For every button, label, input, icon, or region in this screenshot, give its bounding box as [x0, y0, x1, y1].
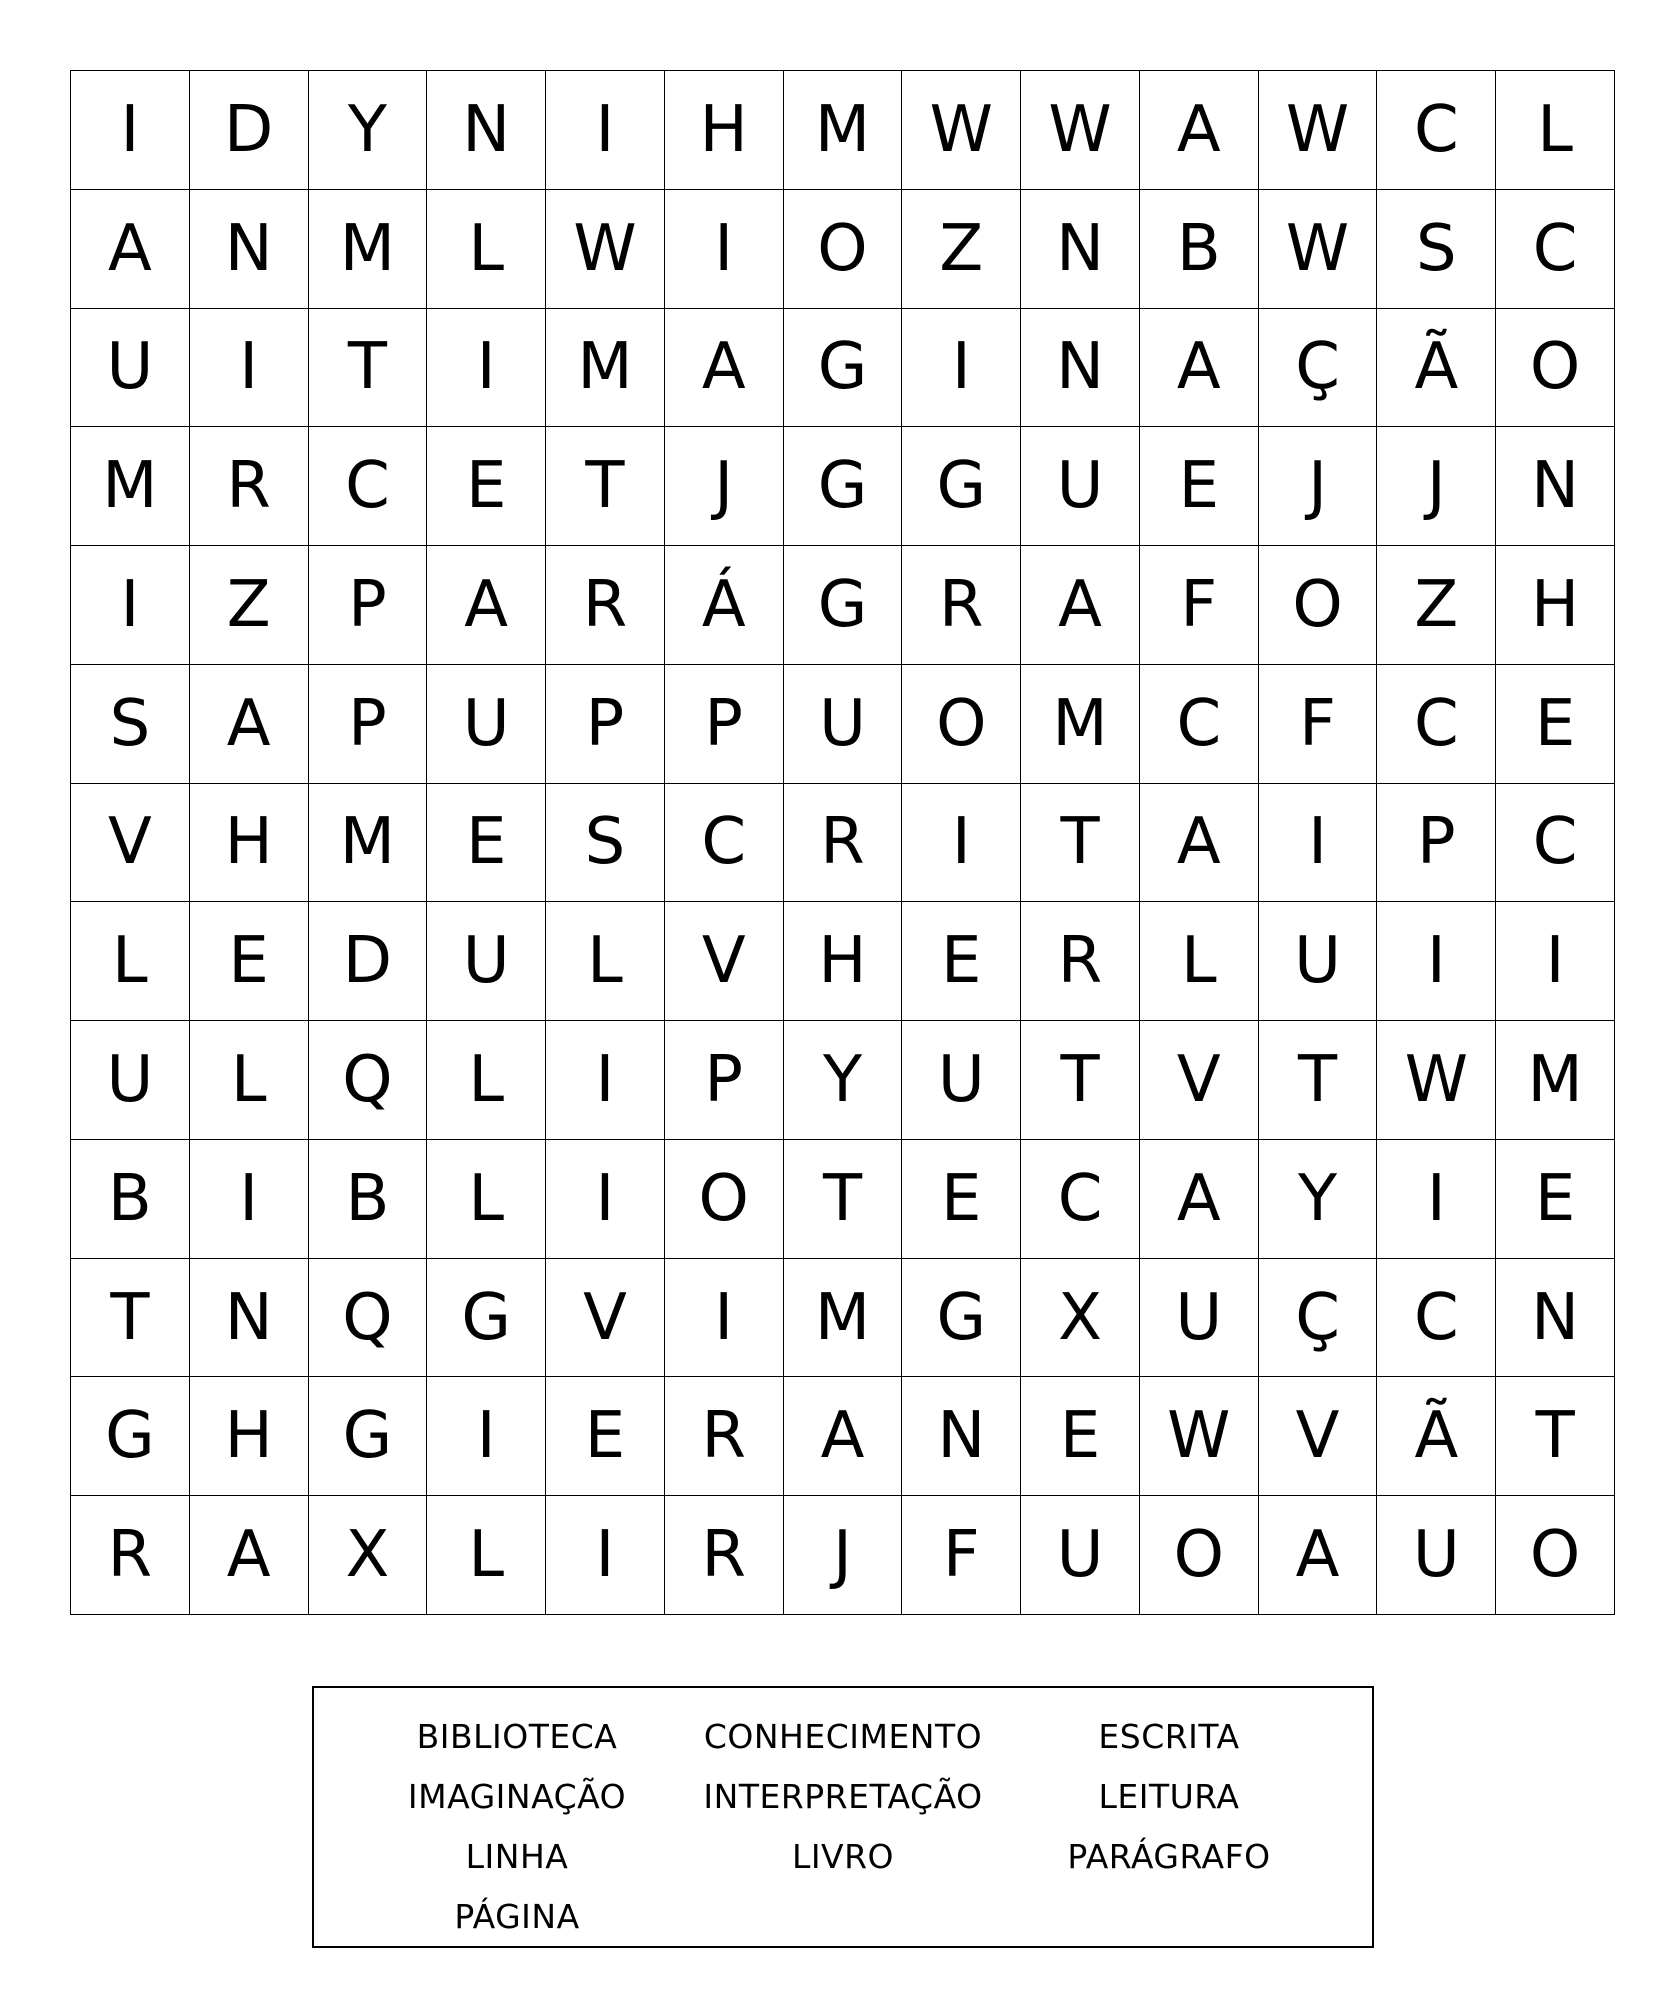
grid-cell[interactable]: I	[1377, 902, 1496, 1021]
word-list-item: BIBLIOTECA	[416, 1716, 618, 1756]
grid-cell[interactable]: L	[427, 1140, 546, 1259]
grid-cell[interactable]: T	[1021, 1021, 1140, 1140]
grid-cell[interactable]: R	[1021, 902, 1140, 1021]
grid-cell[interactable]: E	[1140, 427, 1259, 546]
grid-cell[interactable]: W	[1140, 1377, 1259, 1496]
grid-cell[interactable]: U	[1021, 1496, 1140, 1615]
word-list-item: PÁGINA	[454, 1896, 580, 1936]
word-list-item: CONHECIMENTO	[703, 1716, 983, 1756]
grid-cell[interactable]: Ã	[1377, 1377, 1496, 1496]
grid-cell[interactable]: Q	[309, 1259, 428, 1378]
grid-cell[interactable]: A	[1140, 1140, 1259, 1259]
grid-cell[interactable]: W	[546, 190, 665, 309]
grid-cell[interactable]: B	[71, 1140, 190, 1259]
grid-cell[interactable]: Q	[309, 1021, 428, 1140]
grid-cell[interactable]: U	[427, 665, 546, 784]
grid-cell[interactable]: D	[190, 71, 309, 190]
grid-cell[interactable]: I	[546, 1140, 665, 1259]
grid-cell[interactable]: I	[546, 1496, 665, 1615]
grid-cell[interactable]: A	[190, 1496, 309, 1615]
grid-cell[interactable]: M	[1496, 1021, 1615, 1140]
grid-cell[interactable]: A	[1140, 71, 1259, 190]
grid-cell[interactable]: D	[309, 902, 428, 1021]
grid-cell[interactable]: J	[784, 1496, 903, 1615]
grid-cell[interactable]: M	[71, 427, 190, 546]
grid-cell[interactable]: H	[190, 1377, 309, 1496]
grid-cell[interactable]: P	[665, 1021, 784, 1140]
grid-cell[interactable]: S	[71, 665, 190, 784]
grid-cell[interactable]: N	[1496, 427, 1615, 546]
word-list-item: ESCRITA	[1098, 1716, 1240, 1756]
grid-cell[interactable]: Ç	[1259, 309, 1378, 428]
grid-cell[interactable]: I	[427, 309, 546, 428]
grid-cell[interactable]: V	[665, 902, 784, 1021]
grid-cell[interactable]: P	[665, 665, 784, 784]
grid-cell[interactable]: C	[665, 784, 784, 903]
grid-cell[interactable]: E	[1496, 1140, 1615, 1259]
grid-cell[interactable]: U	[1377, 1496, 1496, 1615]
grid-cell[interactable]: U	[71, 309, 190, 428]
grid-cell[interactable]: M	[309, 190, 428, 309]
grid-cell[interactable]: L	[427, 1021, 546, 1140]
grid-cell[interactable]: A	[665, 309, 784, 428]
grid-cell[interactable]: V	[546, 1259, 665, 1378]
grid-cell[interactable]: E	[427, 784, 546, 903]
grid-cell[interactable]: R	[902, 546, 1021, 665]
grid-cell[interactable]: N	[427, 71, 546, 190]
grid-cell[interactable]: U	[1259, 902, 1378, 1021]
grid-cell[interactable]: P	[309, 665, 428, 784]
grid-cell[interactable]: W	[1377, 1021, 1496, 1140]
grid-cell[interactable]: Z	[902, 190, 1021, 309]
grid-cell[interactable]: I	[546, 1021, 665, 1140]
grid-cell[interactable]: I	[1259, 784, 1378, 903]
grid-cell[interactable]: Z	[190, 546, 309, 665]
grid-cell[interactable]: C	[1377, 71, 1496, 190]
grid-cell[interactable]: H	[190, 784, 309, 903]
grid-cell[interactable]: C	[1377, 1259, 1496, 1378]
grid-cell[interactable]: S	[546, 784, 665, 903]
grid-cell[interactable]: P	[309, 546, 428, 665]
grid-cell[interactable]: Y	[784, 1021, 903, 1140]
grid-cell[interactable]: W	[1021, 71, 1140, 190]
grid-cell[interactable]: E	[1021, 1377, 1140, 1496]
grid-cell[interactable]: G	[784, 546, 903, 665]
grid-cell[interactable]: E	[190, 902, 309, 1021]
grid-cell[interactable]: V	[1140, 1021, 1259, 1140]
grid-cell[interactable]: G	[71, 1377, 190, 1496]
grid-cell[interactable]: I	[190, 309, 309, 428]
grid-cell[interactable]: U	[784, 665, 903, 784]
grid-cell[interactable]: A	[784, 1377, 903, 1496]
grid-cell[interactable]: A	[427, 546, 546, 665]
grid-cell[interactable]: I	[1496, 902, 1615, 1021]
grid-cell[interactable]: I	[190, 1140, 309, 1259]
grid-cell[interactable]: O	[902, 665, 1021, 784]
grid-cell[interactable]: T	[784, 1140, 903, 1259]
grid-cell[interactable]: T	[546, 427, 665, 546]
word-list-item: LIVRO	[791, 1836, 895, 1876]
grid-cell[interactable]: N	[190, 1259, 309, 1378]
grid-cell[interactable]: O	[784, 190, 903, 309]
grid-cell[interactable]: C	[1021, 1140, 1140, 1259]
grid-cell[interactable]: R	[665, 1496, 784, 1615]
grid-cell[interactable]: L	[546, 902, 665, 1021]
grid-cell[interactable]: A	[71, 190, 190, 309]
grid-cell[interactable]: T	[1496, 1377, 1615, 1496]
grid-cell[interactable]: G	[784, 309, 903, 428]
word-list-item: LEITURA	[1098, 1776, 1240, 1816]
grid-cell[interactable]: V	[71, 784, 190, 903]
grid-cell[interactable]: I	[902, 784, 1021, 903]
grid-cell[interactable]: C	[1496, 784, 1615, 903]
grid-cell[interactable]: P	[546, 665, 665, 784]
grid-cell[interactable]: U	[427, 902, 546, 1021]
grid-cell[interactable]: J	[665, 427, 784, 546]
grid-cell[interactable]: R	[546, 546, 665, 665]
grid-cell[interactable]: A	[1259, 1496, 1378, 1615]
grid-cell[interactable]: L	[1496, 71, 1615, 190]
grid-cell[interactable]: N	[1496, 1259, 1615, 1378]
grid-cell[interactable]: I	[665, 1259, 784, 1378]
grid-cell[interactable]: G	[902, 1259, 1021, 1378]
word-list-item: IMAGINAÇÃO	[407, 1776, 627, 1816]
grid-cell[interactable]: G	[902, 427, 1021, 546]
word-search-grid	[70, 70, 1615, 1615]
grid-cell[interactable]: O	[665, 1140, 784, 1259]
grid-cell[interactable]: E	[427, 427, 546, 546]
grid-cell[interactable]: H	[1496, 546, 1615, 665]
grid-cell[interactable]: T	[1259, 1021, 1378, 1140]
grid-cell[interactable]: R	[784, 784, 903, 903]
grid-cell[interactable]: Ã	[1377, 309, 1496, 428]
grid-cell[interactable]: L	[1140, 902, 1259, 1021]
grid-cell[interactable]: P	[1377, 784, 1496, 903]
grid-cell[interactable]: T	[1021, 784, 1140, 903]
grid-cell[interactable]: A	[1021, 546, 1140, 665]
grid-cell[interactable]: W	[902, 71, 1021, 190]
grid-cell[interactable]: H	[665, 71, 784, 190]
grid-cell[interactable]: I	[1377, 1140, 1496, 1259]
grid-cell[interactable]: T	[309, 309, 428, 428]
grid-cell[interactable]: M	[1021, 665, 1140, 784]
grid-cell[interactable]: E	[546, 1377, 665, 1496]
grid-cell[interactable]: O	[1140, 1496, 1259, 1615]
grid-cell[interactable]: G	[784, 427, 903, 546]
grid-cell[interactable]: N	[1021, 309, 1140, 428]
grid-cell[interactable]: G	[309, 1377, 428, 1496]
grid-cell[interactable]: A	[190, 665, 309, 784]
grid-cell[interactable]: B	[1140, 190, 1259, 309]
grid-cell[interactable]: R	[71, 1496, 190, 1615]
grid-cell[interactable]: T	[71, 1259, 190, 1378]
grid-cell[interactable]: C	[1140, 665, 1259, 784]
grid-cell[interactable]: R	[665, 1377, 784, 1496]
grid-cell[interactable]: I	[665, 190, 784, 309]
grid-cell[interactable]: I	[71, 71, 190, 190]
grid-cell[interactable]: S	[1377, 190, 1496, 309]
grid-cell[interactable]: A	[1140, 784, 1259, 903]
grid-cell[interactable]: C	[1496, 190, 1615, 309]
grid-cell[interactable]: R	[190, 427, 309, 546]
grid-cell[interactable]: L	[427, 190, 546, 309]
grid-cell[interactable]: I	[71, 546, 190, 665]
grid-cell[interactable]: Y	[1259, 1140, 1378, 1259]
grid-cell[interactable]: C	[309, 427, 428, 546]
grid-cell[interactable]: N	[902, 1377, 1021, 1496]
grid-cell[interactable]: N	[1021, 190, 1140, 309]
grid-cell[interactable]: M	[784, 1259, 903, 1378]
grid-cell[interactable]: F	[902, 1496, 1021, 1615]
grid-cell[interactable]: X	[1021, 1259, 1140, 1378]
word-list-item: LINHA	[465, 1836, 569, 1876]
grid-cell[interactable]: G	[427, 1259, 546, 1378]
word-list-item: INTERPRETAÇÃO	[703, 1776, 983, 1816]
grid-cell[interactable]: F	[1259, 665, 1378, 784]
grid-cell[interactable]: L	[71, 902, 190, 1021]
grid-cell[interactable]: Ç	[1259, 1259, 1378, 1378]
grid-cell[interactable]: E	[902, 902, 1021, 1021]
grid-cell[interactable]: Á	[665, 546, 784, 665]
grid-cell[interactable]: Y	[309, 71, 428, 190]
grid-cell[interactable]: X	[309, 1496, 428, 1615]
grid-cell[interactable]: L	[427, 1496, 546, 1615]
word-list-box	[312, 1686, 1374, 1948]
grid-cell[interactable]: F	[1140, 546, 1259, 665]
grid-cell[interactable]: U	[1021, 427, 1140, 546]
grid-cell[interactable]: M	[784, 71, 903, 190]
grid-cell[interactable]: U	[1140, 1259, 1259, 1378]
grid-cell[interactable]: E	[902, 1140, 1021, 1259]
grid-cell[interactable]: W	[1259, 190, 1378, 309]
grid-cell[interactable]: M	[546, 309, 665, 428]
grid-cell[interactable]: A	[1140, 309, 1259, 428]
grid-cell[interactable]: W	[1259, 71, 1378, 190]
grid-cell[interactable]: V	[1259, 1377, 1378, 1496]
grid-cell[interactable]: M	[309, 784, 428, 903]
grid-cell[interactable]: N	[190, 190, 309, 309]
grid-cell[interactable]: E	[1496, 665, 1615, 784]
grid-cell[interactable]: I	[427, 1377, 546, 1496]
grid-cell[interactable]: O	[1496, 1496, 1615, 1615]
word-list-item: PARÁGRAFO	[1067, 1836, 1271, 1876]
grid-cell[interactable]: L	[190, 1021, 309, 1140]
grid-cell[interactable]: I	[546, 71, 665, 190]
grid-cell[interactable]: J	[1259, 427, 1378, 546]
grid-cell[interactable]: B	[309, 1140, 428, 1259]
grid-cell[interactable]: I	[902, 309, 1021, 428]
grid-cell[interactable]: U	[902, 1021, 1021, 1140]
grid-cell[interactable]: O	[1259, 546, 1378, 665]
grid-cell[interactable]: J	[1377, 427, 1496, 546]
grid-cell[interactable]: O	[1496, 309, 1615, 428]
grid-cell[interactable]: H	[784, 902, 903, 1021]
grid-cell[interactable]: Z	[1377, 546, 1496, 665]
grid-cell[interactable]: U	[71, 1021, 190, 1140]
grid-cell[interactable]: C	[1377, 665, 1496, 784]
